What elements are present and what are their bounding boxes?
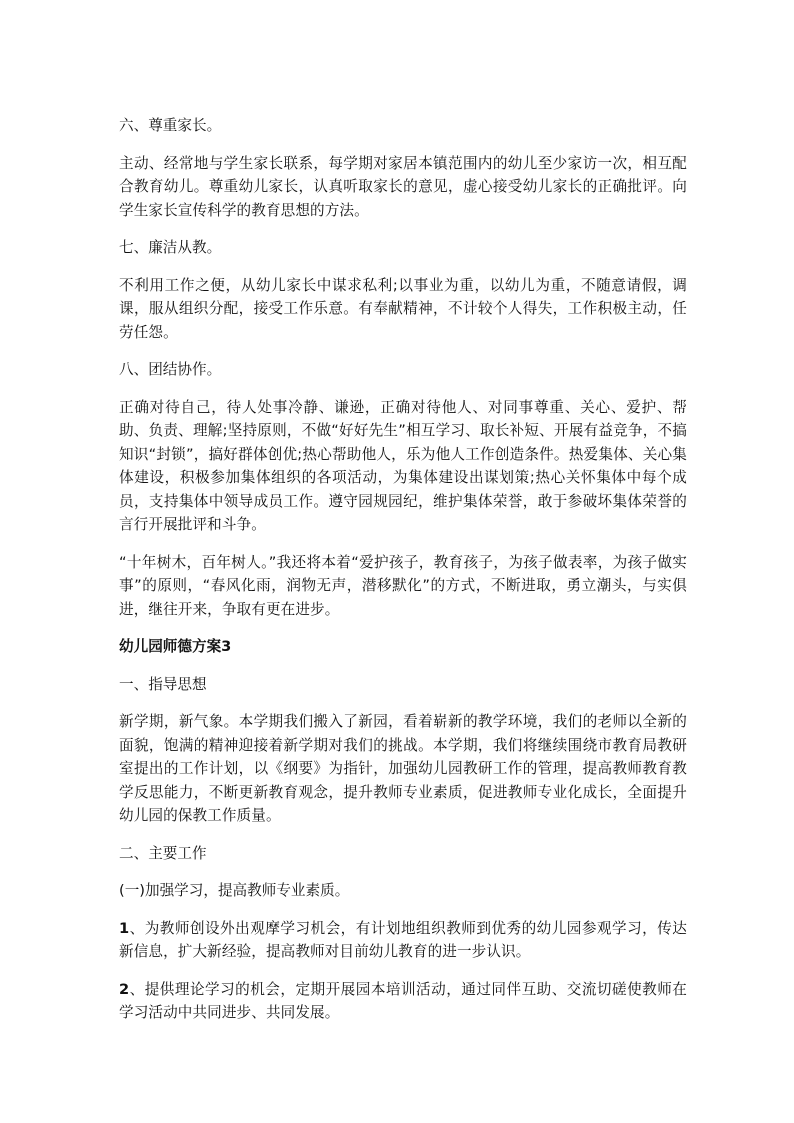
paragraph-teamwork: 正确对待自己，待人处事冷静、谦逊，正确对待他人、对同事尊重、关心、爱护、帮助、负责、理解;坚持原则，不做“好好先生”相互学习、取长补短、开展有益竞争，不搞知识“封锁”，搞好群体创优;热心帮助他人，乐为他人工作创造条件。热爱集体、关心集体建设，积极参加集体组织的各项活动，为集体建设出谋划策;热心关怀集体中每个成员，支持集体中领导成员工作。遵守园规园纪，维护集体荣誉，敢于参破坏集体荣誉的言行开展批评和斗争。 (119, 398, 687, 533)
section-heading-guiding-ideology: 一、指导思想 (119, 675, 207, 693)
numbered-item-2 (119, 978, 687, 1025)
paragraph-honest-teaching: 不利用工作之便，从幼儿家长中谋求私利;以事业为重，以幼儿为重，不随意请假，调课，服从组织分配，接受工作乐意。有奉献精神，不计较个人得失，工作积极主动，任劳任怨。 (119, 276, 687, 341)
item-text: 、提供理论学习的机会，定期开展园本培训活动，通过同伴互助、交流切磋使教师在学习活动中共同进步、共同发展。 (119, 980, 687, 1021)
section-heading-honest-teaching: 七、廉洁从教。 (119, 239, 222, 256)
numbered-item-1 (119, 917, 687, 964)
section-heading-teamwork: 八、团结协作。 (119, 361, 222, 378)
item-text: 、为教师创设外出观摩学习机会，有计划地组织教师到优秀的幼儿园参观学习，传达新信息，扩大新经验，提高教师对目前幼儿教育的进一步认识。 (119, 919, 687, 960)
subsection-heading-strengthen-learning: (一)加强学习，提高教师专业素质。 (119, 882, 350, 899)
paragraph-guiding-ideology: 新学期，新气象。本学期我们搬入了新园，看着崭新的教学环境，我们的老师以全新的面貌，饱满的精神迎接着新学期对我们的挑战。本学期，我们将继续围绕市教育局教研室提出的工作计划，以《纲要》为指针，加强幼儿园教研工作的管理，提高教师教育教学反思能力，不断更新教育观念，提升教师专业素质，促进教师专业化成长，全面提升幼儿园的保教工作质量。 (119, 713, 687, 824)
plan-title: 幼儿园师德方案3 (119, 638, 232, 655)
document-body (119, 114, 687, 1039)
paragraph-conclusion: “十年树木，百年树人。”我还将本着“爱护孩子，教育孩子，为孩子做表率，为孩子做实事”的原则，“春风化雨，润物无声，潜移默化”的方式，不断进取，勇立潮头，与实俱进，继往开来，争取有更在进步。 (119, 553, 687, 618)
item-number: 2 (119, 980, 130, 998)
item-number: 1 (119, 919, 130, 937)
section-heading-main-work: 二、主要工作 (119, 844, 207, 862)
paragraph-respect-parents: 主动、经常地与学生家长联系，每学期对家居本镇范围内的幼儿至少家访一次，相互配合教育幼儿。尊重幼儿家长，认真听取家长的意见，虚心接受幼儿家长的正确批评。向学生家长宣传科学的教育思想的方法。 (119, 154, 687, 219)
section-heading-respect-parents: 六、尊重家长。 (119, 117, 222, 134)
